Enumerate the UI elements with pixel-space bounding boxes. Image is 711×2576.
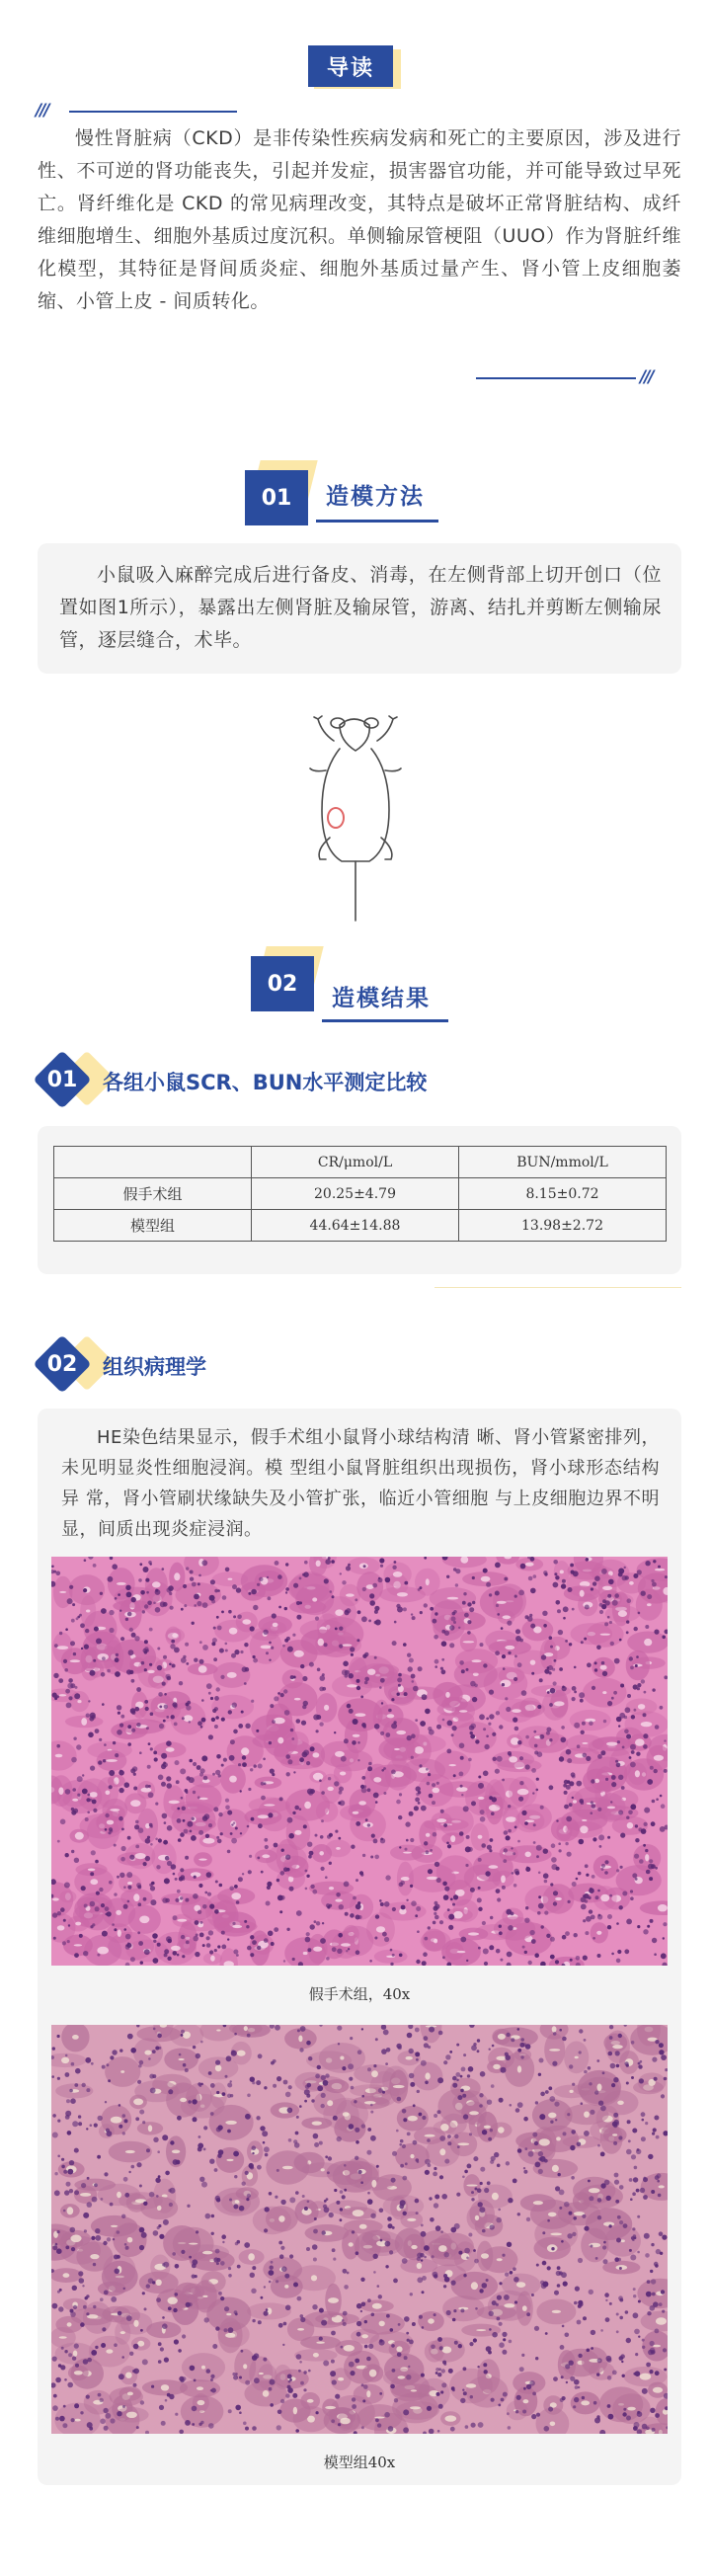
sub1-number: 01 [46, 1067, 78, 1092]
table-cell: 模型组 [54, 1210, 252, 1242]
divider-line-yellow [434, 1287, 681, 1288]
mouse-drawing [296, 711, 415, 928]
sham-group-caption: 假手术组，40x [308, 1985, 411, 2003]
table-cell: 20.25±4.79 [252, 1178, 459, 1210]
table-cell: 8.15±0.72 [459, 1178, 667, 1210]
sub1-title: 各组小鼠SCR、BUN水平测定比较 [103, 1071, 428, 1094]
sub2-panel [38, 1409, 681, 2485]
table-cell: 13.98±2.72 [459, 1210, 667, 1242]
model-group-caption: 模型组40x [323, 2454, 396, 2471]
divider-line-right [476, 377, 636, 379]
divider-line-left [69, 111, 237, 113]
section1-paragraph: 小鼠吸入麻醉完成后进行备皮、消毒，在左侧背部上切开创口（位置如图1所示），暴露出左侧肾脏及输尿管，游离、结扎并剪断左侧输尿管，逐层缝合，术毕。 [59, 564, 662, 651]
table-row [54, 1178, 667, 1210]
section2-title: 造模结果 [332, 986, 431, 1011]
section1-title: 造模方法 [326, 484, 425, 510]
slash-decoration-right: /// [640, 367, 653, 387]
table-cell: 44.64±14.88 [252, 1210, 459, 1242]
mouse-diagram [296, 711, 415, 928]
he-stain-image-sham [51, 1557, 668, 1966]
table-header-cell [54, 1147, 252, 1178]
table-header-row [54, 1147, 667, 1178]
table-row [54, 1210, 667, 1242]
sub1-panel [38, 1126, 681, 1274]
sub2-paragraph: HE染色结果显示，假手术组小鼠肾小球结构清 晰、肾小管紧密排列，未见明显炎性细胞浸润。模 型组小鼠肾脏组织出现损伤，肾小球形态结构异 常，肾小管刷状缘缺失及小管扩张，临近小管细胞 与上皮细胞边界不明显，间质出现炎症浸润。 [61, 1427, 660, 1540]
table-header-cell: BUN/mmol/L [459, 1147, 667, 1178]
scr-bun-table [53, 1146, 667, 1242]
intro-paragraph: 慢性肾脏病（CKD）是非传染性疾病发病和死亡的主要原因，涉及进行性、不可逆的肾功能丧失，引起并发症，损害器官功能，并可能导致过早死亡。肾纤维化是 CKD 的常见病理改变，其特点是破坏正常肾脏结构、成纤维细胞增生、细胞外基质过度沉积。单侧输尿管梗阻（UUO）作为肾脏纤维化模型，其特征是肾间质炎症、细胞外基质过量产生、肾小管上皮细胞萎缩、小管上皮 - 间质转化。 [38, 127, 681, 312]
table-cell: 假手术组 [54, 1178, 252, 1210]
model-group-micrograph [51, 2025, 668, 2434]
slash-decoration-left: /// [36, 101, 48, 121]
intro-title: 导读 [308, 45, 393, 87]
sub2-number: 02 [46, 1351, 78, 1377]
incision-marker-icon [328, 808, 344, 828]
sham-group-micrograph [51, 1557, 668, 1966]
table-header-cell: CR/μmol/L [252, 1147, 459, 1178]
section2-title-underline [322, 1019, 448, 1022]
sub2-title: 组织病理学 [103, 1355, 206, 1379]
section1-number: 01 [245, 470, 308, 525]
section1-title-underline [316, 520, 438, 523]
he-stain-image-model [51, 2025, 668, 2434]
section2-number: 02 [251, 956, 314, 1011]
section1-panel [38, 543, 681, 674]
